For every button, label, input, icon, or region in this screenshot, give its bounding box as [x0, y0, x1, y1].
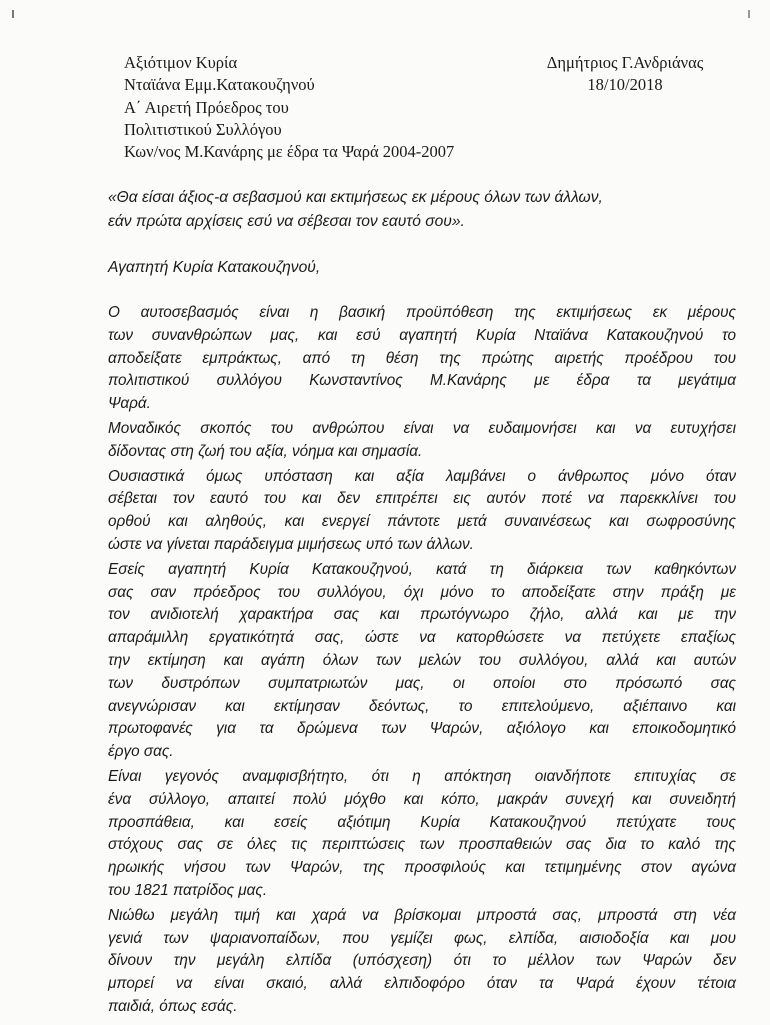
- body-line: στόχους σας σε όλες τις περιπτώσεις των προσπαθειών σας δια το καλό της: [108, 836, 736, 854]
- body-paragraph: [108, 418, 736, 464]
- addressee-line: Κων/νος Μ.Κανάρης με έδρα τα Ψαρά 2004-2007: [124, 142, 455, 162]
- body-paragraph: [108, 466, 736, 557]
- body-line: δίνουν την μεγάλη ελπίδα (υπόσχεση) ότι το μέλλον των Ψαρών δεν: [108, 952, 736, 970]
- body-line: σας σαν πρόεδρος του συλλόγου, όχι μόνο το αποδείξατε στην πράξη με: [108, 583, 736, 601]
- body-paragraph: [108, 905, 736, 1019]
- body-line: πρωτοφανές για τα δρώμενα των Ψαρών, αξιόλογο και εποικοδομητικό: [108, 720, 736, 738]
- body-line: Ουσιαστικά όμως υπόσταση και αξία λαμβάνει ο άνθρωπος μόνο όταν: [108, 467, 736, 485]
- body-line: αποδείξατε εμπράκτως, από τη θέση της πρώτης αιρετής προέδρου του: [108, 349, 736, 367]
- body-line: ηρωικής νήσου των Ψαρών, της προσφιλούς και τετιμημένης στον αγώνα: [108, 859, 736, 877]
- body-line: ορθού και αληθούς, και ενεργεί πάντοτε μετά συναινέσεως και σωφροσύνης: [108, 513, 736, 531]
- body-line: απαράμιλλη εργατικότητά σας, ώστε να κατορθώσετε να πετύχετε επαξίως: [108, 629, 736, 647]
- sender-name: Δημήτριος Γ.Ανδριάνας: [546, 53, 704, 72]
- motto-line: «Θα είσαι άξιος-α σεβασμού και εκτιμήσεως εκ μέρους όλων των άλλων,: [108, 189, 603, 206]
- body-paragraph: [108, 766, 736, 903]
- body-line: Εσείς αγαπητή Κυρία Κατακουζηνού, κατά τη διάρκεια των καθηκόντων: [108, 560, 736, 578]
- scan-mark: [12, 10, 14, 18]
- motto-quote: [108, 186, 738, 234]
- body-line: έργο σας.: [108, 743, 174, 761]
- body-line: την εκτίμηση και αγάπη όλων των μελών του συλλόγου, αλλά και αυτών: [108, 651, 736, 669]
- addressee-line: Αξιότιμον Κυρία: [124, 53, 238, 72]
- body-line: ανεγνώρισαν και εκτίμησαν δεόντως, το επιτελούμενο, αξιέπαινο και: [108, 697, 736, 715]
- body-line: του 1821 πατρίδος μας.: [108, 881, 268, 899]
- body-line: Νιώθω μεγάλη τιμή και χαρά να βρίσκομαι μπροστά σας, μπροστά στη νέα: [108, 906, 736, 924]
- body-line: γενιά των ψαριανοπαίδων, που γεμίζει φως, ελπίδα, αισιοδοξία και μου: [108, 929, 736, 947]
- body-line: δίδοντας στη ζωή του αξία, νόημα και σημασία.: [108, 442, 423, 460]
- body-line: προσπάθεια, και εσείς αξιότιμη Κυρία Κατακουζηνού πετύχατε τους: [108, 813, 736, 831]
- body-line: Μοναδικός σκοπός του ανθρώπου είναι να ευδαιμονήσει και να ευτυχήσει: [108, 419, 736, 437]
- body-line: Ψαρά.: [108, 395, 151, 413]
- body-line: Ο αυτοσεβασμός είναι η βασική προϋπόθεση της εκτιμήσεως εκ μέρους: [108, 304, 736, 321]
- body-line: τον ανιδιοτελή χαρακτήρα σας και πρωτόγνωρο ζήλο, αλλά και με την: [108, 606, 736, 624]
- letter-body: [108, 292, 736, 1021]
- body-line: των συνανθρώπων μας, και εσύ αγαπητή Κυρία Νταϊάνα Κατακουζηνού το: [108, 326, 736, 344]
- body-line: μπορεί να είναι σκαιό, αλλά ελπιδοφόρο όταν τα Ψαρά έχουν τέτοια: [108, 975, 736, 993]
- body-line: ώστε να γίνεται παράδειγμα μιμήσεως υπό των άλλων.: [108, 535, 474, 553]
- body-line: πολιτιστικού συλλόγου Κωνσταντίνος Μ.Κανάρης με έδρα τα μεγάτιμα: [108, 372, 736, 390]
- letter-date: 18/10/2018: [587, 75, 663, 95]
- body-line: σέβεται τον εαυτό του και δεν επιτρέπει εις αυτόν ποτέ να παρεκκλίνει του: [108, 490, 736, 508]
- sender-block: [510, 52, 740, 97]
- addressee-line: Νταϊάνα Εμμ.Κατακουζηνού: [124, 75, 315, 95]
- body-line: παιδιά, όπως εσάς.: [108, 997, 238, 1015]
- body-paragraph: [108, 302, 736, 416]
- scan-mark: [748, 10, 750, 18]
- addressee-line: Α΄ Αιρετή Πρόεδρος του: [124, 97, 289, 117]
- addressee-block: [124, 52, 544, 163]
- body-line: των δυστρόπων συμπατριωτών μας, οι οποίοι στο πρόσωπό σας: [108, 674, 736, 692]
- body-line: Είναι γεγονός αναμφισβήτητο, ότι η απόκτηση οιανδήποτε επιτυχίας σε: [108, 767, 736, 785]
- addressee-line: Πολιτιστικού Συλλόγου: [124, 119, 282, 139]
- body-paragraph: [108, 559, 736, 764]
- motto-line: εάν πρώτα αρχίσεις εσύ να σέβεσαι τον εαυτό σου».: [108, 213, 465, 230]
- body-line: ένα σύλλογο, απαιτεί πολύ μόχθο και κόπο, μακράν συνεχή και συνειδητή: [108, 790, 736, 808]
- salutation: Αγαπητή Κυρία Κατακουζηνού,: [108, 259, 321, 276]
